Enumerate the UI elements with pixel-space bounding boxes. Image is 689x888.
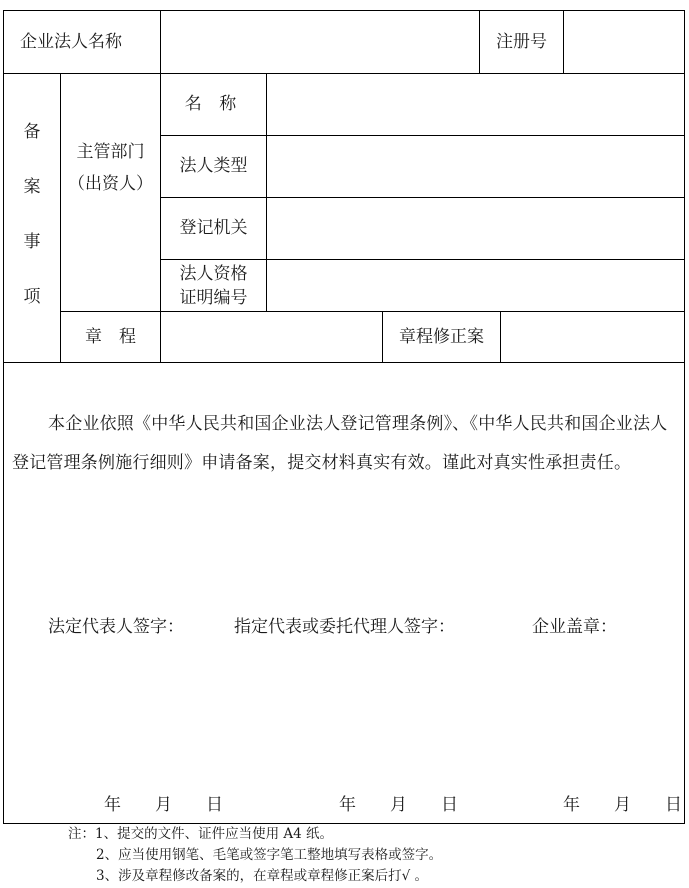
- date-legal-rep: 年 月 日: [104, 795, 223, 815]
- registration-no-label: 注册号: [496, 31, 547, 52]
- rule-charter: [3, 362, 685, 363]
- border-right: [684, 10, 685, 824]
- section-char: 项: [23, 287, 41, 307]
- field-cert-input[interactable]: [267, 260, 684, 311]
- authority-label-line2: （出资人）: [68, 174, 153, 194]
- field-name-label: 名 称: [184, 94, 243, 115]
- enterprise-name-label: 企业法人名称: [20, 31, 122, 52]
- field-cert-label-line1: 法人资格: [179, 263, 248, 284]
- field-authority-input[interactable]: [267, 198, 684, 259]
- declaration-text: 本企业依照《中华人民共和国企业法人登记管理条例》、《中华人民共和国企业法人登记管理条例施行细则》申请备案，提交材料真实有效。谨此对真实性承担责任。: [12, 414, 668, 473]
- designated-rep-signature-label: 指定代表或委托代理人签字：: [234, 617, 455, 637]
- legal-rep-signature-label: 法定代表人签字：: [48, 617, 184, 637]
- section-char: 事: [23, 232, 41, 252]
- notes: [68, 824, 442, 887]
- charter-check[interactable]: [161, 312, 382, 362]
- field-name-input[interactable]: [267, 74, 684, 135]
- field-type-input[interactable]: [267, 136, 684, 197]
- section-char: 案: [23, 177, 41, 197]
- authority-label-line1: 主管部门: [76, 142, 145, 162]
- note-item: 1、提交的文件、证件应当使用 A4 纸。: [95, 826, 334, 842]
- enterprise-name-field[interactable]: [161, 11, 479, 73]
- authority-label: [61, 136, 160, 200]
- notes-prefix: 注：: [68, 826, 95, 842]
- field-cert-label: [161, 260, 266, 311]
- note-item: 3、涉及章程修改备案的，在章程或章程修正案后打√ 。: [96, 868, 428, 884]
- enterprise-seal-label: 企业盖章：: [532, 617, 617, 637]
- filing-items-section-label: [4, 124, 60, 344]
- charter-amendment-label: 章程修正案: [399, 326, 484, 347]
- registration-no-field[interactable]: [564, 11, 684, 73]
- charter-label: 章 程: [85, 326, 136, 347]
- date-designated-rep: 年 月 日: [339, 795, 458, 815]
- note-item: 2、应当使用钢笔、毛笔或签字笔工整地填写表格或签字。: [96, 847, 443, 863]
- field-type-label: 法人类型: [179, 156, 248, 177]
- field-cert-label-line2: 证明编号: [179, 287, 248, 308]
- date-seal: 年 月 日: [563, 795, 682, 815]
- section-char: 备: [23, 122, 41, 142]
- charter-amendment-check[interactable]: [501, 312, 684, 362]
- field-authority-label: 登记机关: [179, 218, 248, 239]
